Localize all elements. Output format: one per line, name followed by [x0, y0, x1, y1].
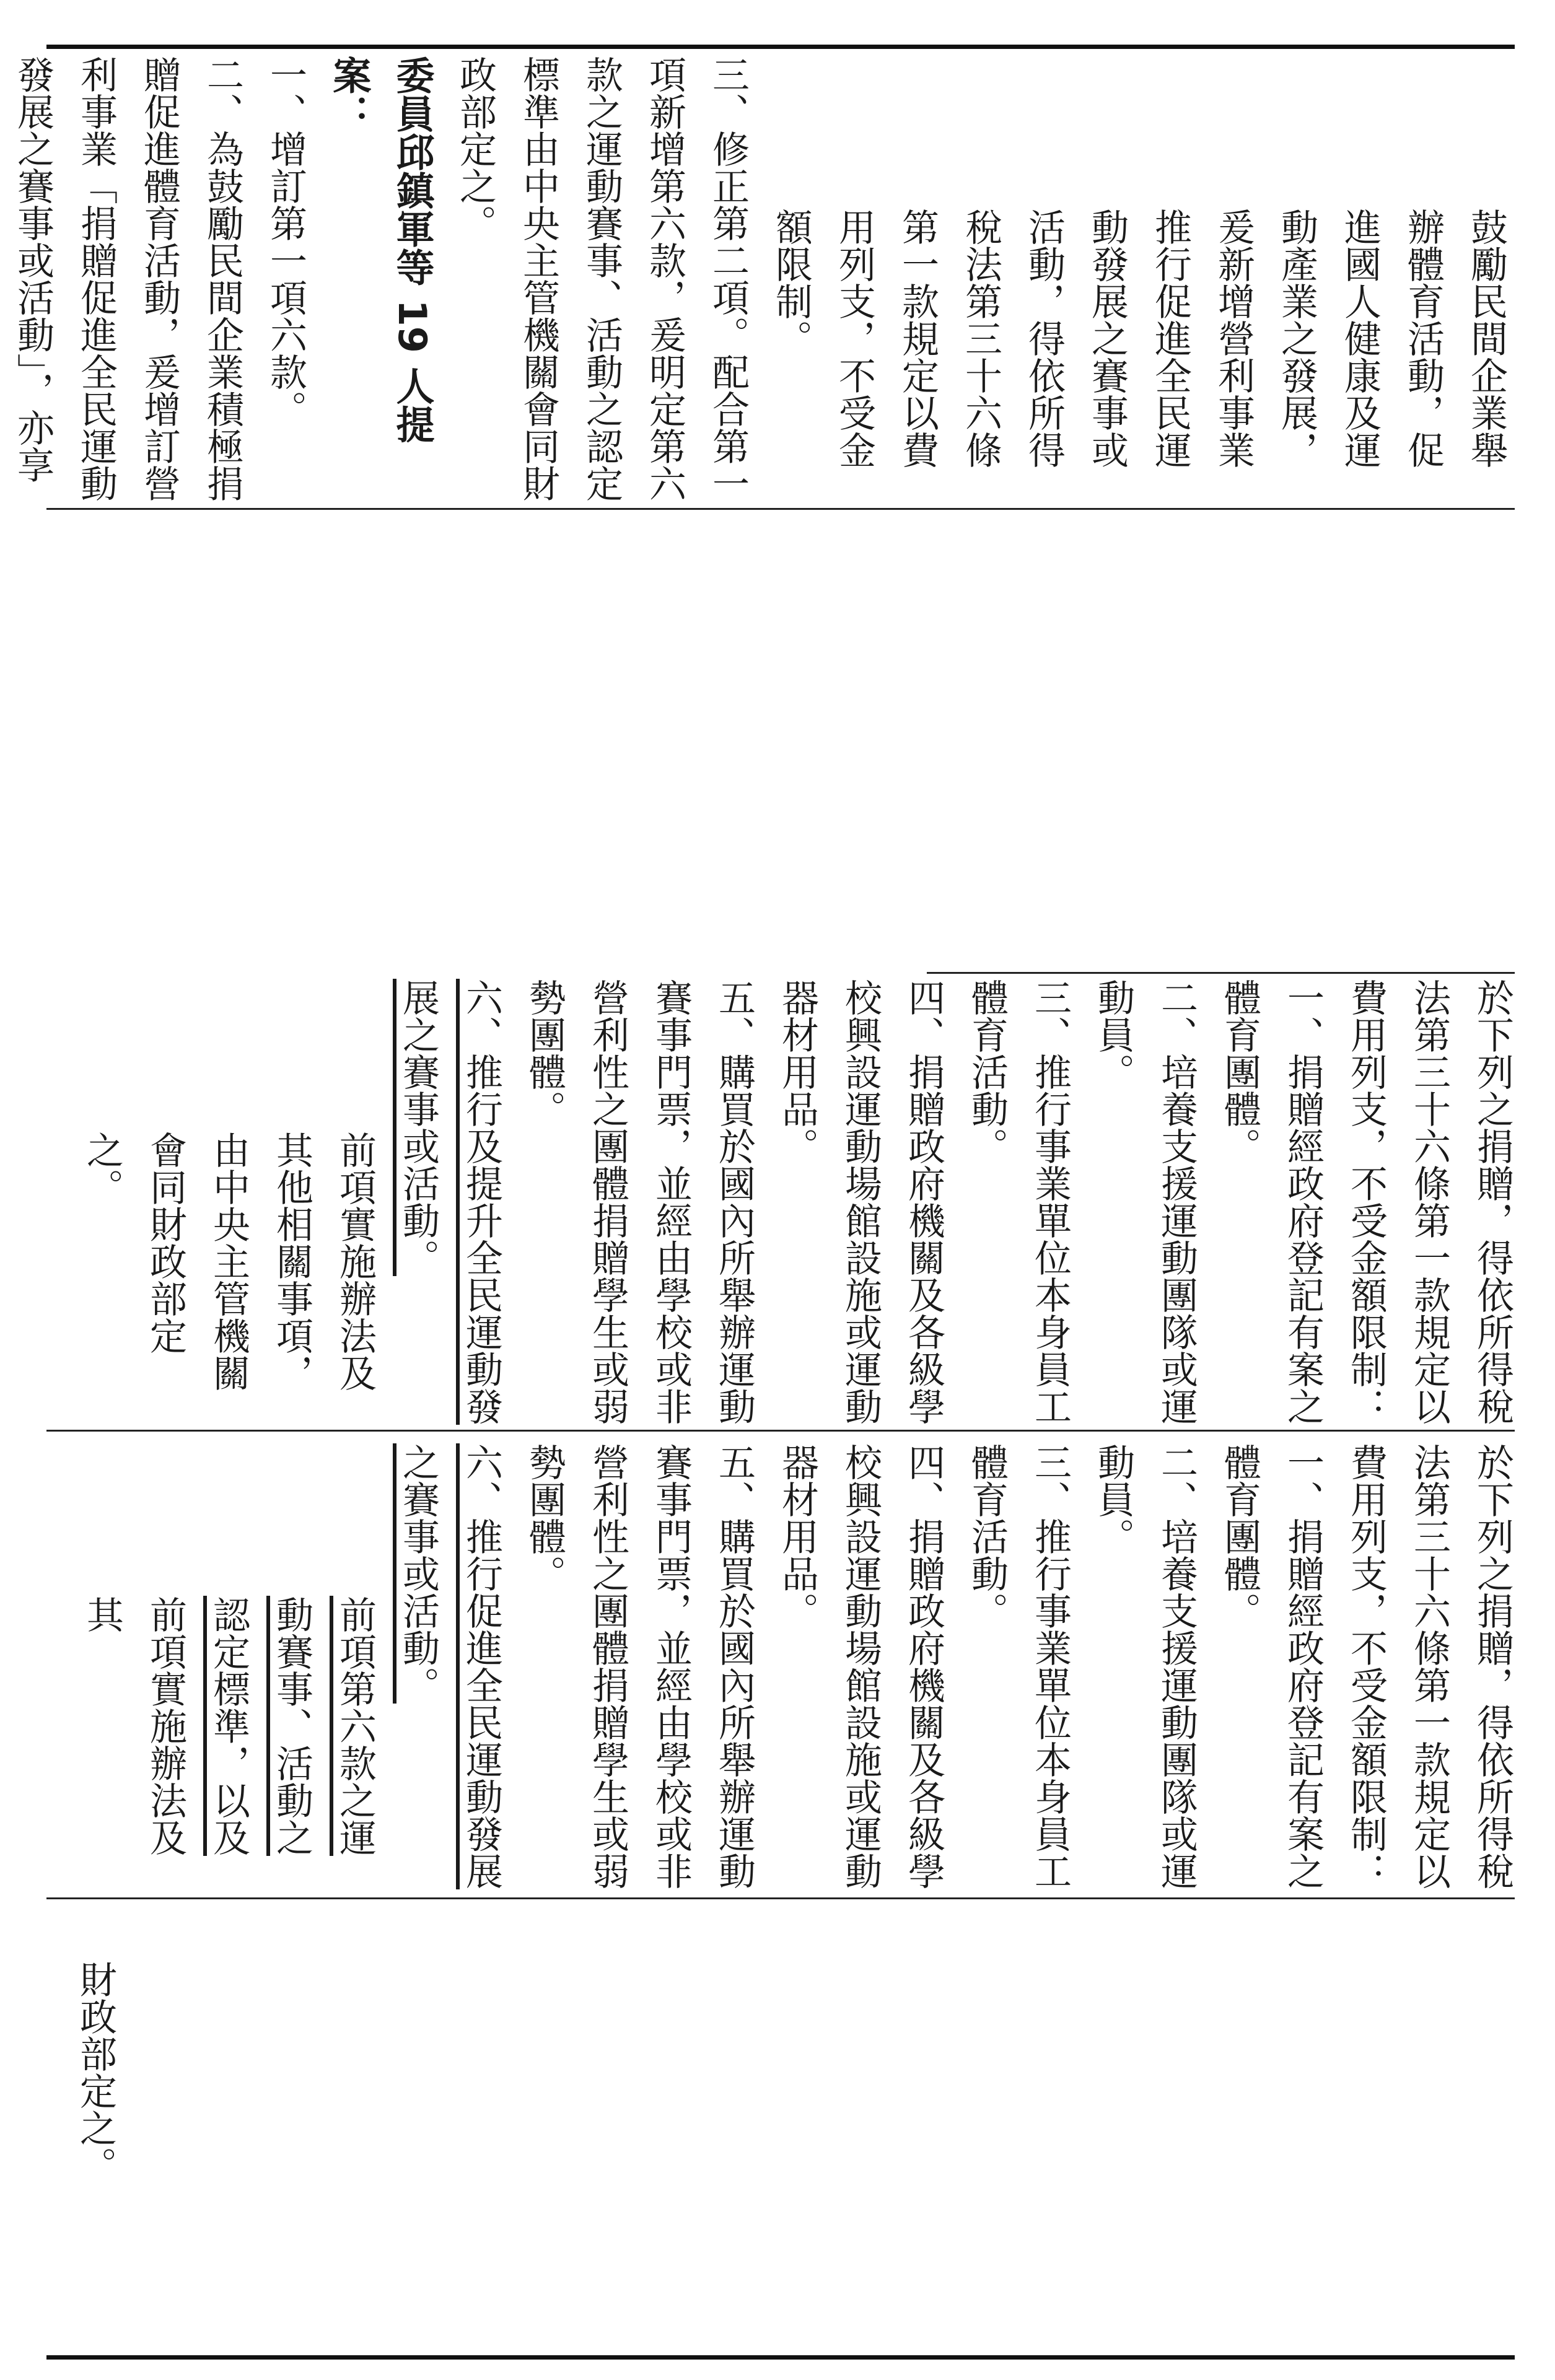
- law-item-1: 一、捐贈經政府登記有案之體育團體。: [1218, 1443, 1325, 1889]
- explanation-paragraph: 鼓勵民間企業舉辦體育活動，促進國人健康及運動產業之發展，爰新增營利事業推行促進全民運動發展之賽事或活動，得依所得稅法第三十六條第一款規定以費用列支，不受金額限制。: [769, 208, 1508, 468]
- paragraph-continuation: 前項實施辦法及其: [81, 1596, 187, 1856]
- underlined-amendment: 六、推行及提升全民運動發展之賽事或活動。: [396, 979, 503, 1425]
- underlined-amendment: 前項第六款之運動賽事、活動之認定標準，以及: [207, 1596, 377, 1856]
- column-divider: [46, 1897, 1515, 1899]
- law-intro-paragraph: 於下列之捐贈，得依所得稅法第三十六條第一款規定以費用列支，不受金額限制：: [1344, 979, 1514, 1425]
- law-item-5: 五、購買於國內所舉辦運動賽事門票，並經由學校或非營利性之團體捐贈學生或弱勢團體。: [523, 979, 756, 1425]
- column-divider: [46, 1430, 1515, 1432]
- explanation-item-3: 三、修正第二項。配合第一項新增第六款，爰明定第六款之運動賽事、活動之認定標準由中央主管機關會同財政部定之。: [453, 56, 750, 502]
- law-item-4: 四、捐贈政府機關及各級學校興設運動場館設施或運動器材用品。: [776, 979, 945, 1425]
- continuation-column: [40, 1961, 127, 2332]
- underlined-amendment: 六、推行促進全民運動發展之賽事或活動。: [396, 1443, 503, 1889]
- amended-law-column: [50, 1443, 1524, 1889]
- law-item-2: 二、培養支援運動團隊或運動員。: [1092, 1443, 1198, 1889]
- proposer-heading-1: 委員邱鎮軍等 19 人提案：: [326, 56, 435, 444]
- existing-law-column: [50, 979, 1524, 1425]
- law-item-3: 三、推行事業單位本身員工體育活動。: [965, 1443, 1072, 1889]
- law-second-paragraph: [71, 1443, 387, 1889]
- law-second-paragraph: 前項實施辦法及其他相關事項，由中央主管機關會同財政部定之。: [81, 1131, 377, 1391]
- law-item-2: 二、培養支援運動團隊或運動員。: [1092, 979, 1198, 1425]
- bottom-border-rule: [46, 2355, 1515, 2360]
- law-intro-paragraph: 於下列之捐贈，得依所得稅法第三十六條第一款規定以費用列支，不受金額限制：: [1344, 1443, 1514, 1889]
- law-item-6: [387, 979, 513, 1425]
- explanation-item-1: 一、增訂第一項六款。: [264, 56, 307, 427]
- proposal-explanation-column: [11, 56, 1518, 502]
- law-item-3: 三、推行事業單位本身員工體育活動。: [965, 979, 1072, 1425]
- column-divider: [46, 508, 1515, 510]
- law-item-1: 一、捐贈經政府登記有案之體育團體。: [1218, 979, 1325, 1425]
- law-item-6: [387, 1443, 513, 1889]
- continuation-text: 財政部定之。: [74, 1961, 117, 2184]
- law-item-5: 五、購買於國內所舉辦運動賽事門票，並經由學校或非營利性之團體捐贈學生或弱勢團體。: [523, 1443, 756, 1889]
- explanation-item-2: 二、為鼓勵民間企業積極捐贈促進體育活動，爰增訂營利事業「捐贈促進全民運動發展之賽事或活動」，亦享: [11, 56, 244, 502]
- law-item-4: 四、捐贈政府機關及各級學校興設運動場館設施或運動器材用品。: [776, 1443, 945, 1889]
- top-border-rule: [46, 45, 1515, 49]
- column-divider: [927, 972, 1515, 974]
